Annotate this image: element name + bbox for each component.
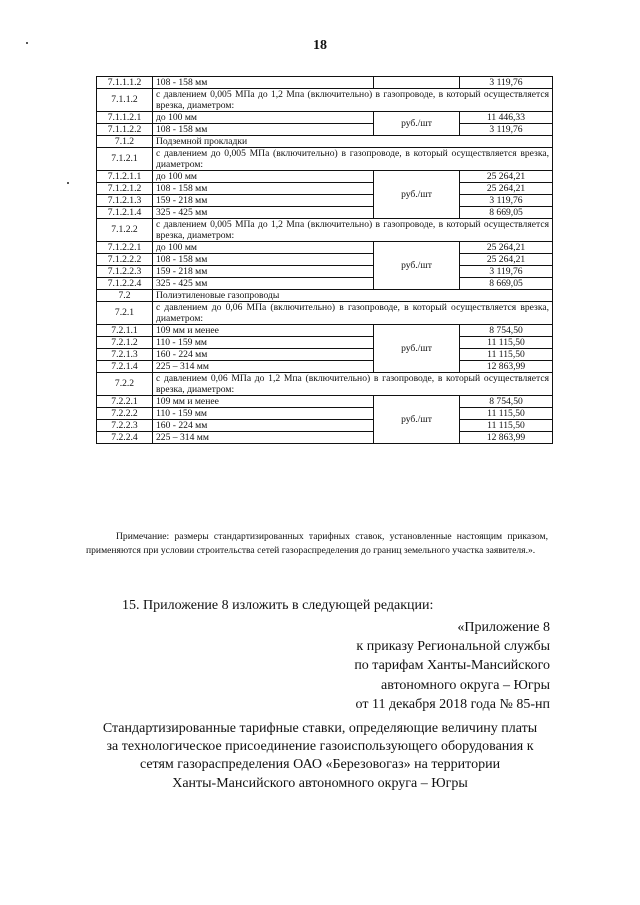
row-code: 7.2.1.1 xyxy=(97,325,153,337)
row-code: 7.2.2 xyxy=(97,373,153,396)
table-row xyxy=(97,112,553,124)
row-rate: 8 669,05 xyxy=(460,207,553,219)
row-code: 7.1.2.2.3 xyxy=(97,266,153,278)
row-code: 7.1.2.2.4 xyxy=(97,278,153,290)
row-section-text: Полиэтиленовые газопроводы xyxy=(153,290,553,302)
row-code: 7.1.2.1 xyxy=(97,148,153,171)
tariff-table-body xyxy=(97,77,553,444)
row-code: 7.2.1.3 xyxy=(97,349,153,361)
table-row xyxy=(97,266,553,278)
row-unit: руб./шт xyxy=(374,325,460,373)
table-row xyxy=(97,171,553,183)
row-rate: 3 119,76 xyxy=(460,77,553,89)
table-row xyxy=(97,195,553,207)
row-diameter: 108 - 158 мм xyxy=(153,77,374,89)
row-diameter: 110 - 159 мм xyxy=(153,337,374,349)
appendix-line: к приказу Региональной службы xyxy=(356,639,550,655)
row-code: 7.1.2.1.1 xyxy=(97,171,153,183)
scan-speck xyxy=(67,182,69,184)
tariff-table xyxy=(96,76,553,444)
table-row xyxy=(97,408,553,420)
row-diameter: 159 - 218 мм xyxy=(153,266,374,278)
title-line: сетям газораспределения ОАО «Березовогаз» на территории xyxy=(139,757,501,773)
title-line: Ханты-Мансийского автономного округа – Югры xyxy=(172,775,468,791)
row-diameter: 108 - 158 мм xyxy=(153,124,374,136)
row-code: 7.1.2 xyxy=(97,136,153,148)
row-diameter: 325 - 425 мм xyxy=(153,207,374,219)
table-row xyxy=(97,254,553,266)
row-rate: 8 754,50 xyxy=(460,325,553,337)
table-row xyxy=(97,325,553,337)
row-code: 7.1.2.1.4 xyxy=(97,207,153,219)
table-row xyxy=(97,183,553,195)
table-row xyxy=(97,207,553,219)
row-rate: 25 264,21 xyxy=(460,242,553,254)
table-row xyxy=(97,290,553,302)
row-diameter: 325 - 425 мм xyxy=(153,278,374,290)
row-header-text: с давлением 0,06 МПа до 1,2 Мпа (включительно) в газопроводе, в который осуществляется врезка, диаметром: xyxy=(153,373,553,396)
title-line: за технологическое присоединение газоиспользующего оборудования к xyxy=(106,739,534,755)
table-row xyxy=(97,242,553,254)
table-row xyxy=(97,148,553,171)
row-rate: 11 115,50 xyxy=(460,408,553,420)
row-diameter: 108 - 158 мм xyxy=(153,254,374,266)
row-code: 7.2 xyxy=(97,290,153,302)
row-unit xyxy=(374,77,460,89)
row-diameter: до 100 мм xyxy=(153,171,374,183)
row-code: 7.1.2.2.2 xyxy=(97,254,153,266)
row-code: 7.2.1 xyxy=(97,302,153,325)
appendix-line: автономного округа – Югры xyxy=(381,677,550,693)
row-code: 7.1.1.1.2 xyxy=(97,77,153,89)
page-number: 18 xyxy=(313,38,327,53)
row-code: 7.2.2.1 xyxy=(97,396,153,408)
row-diameter: 110 - 159 мм xyxy=(153,408,374,420)
row-rate: 11 115,50 xyxy=(460,337,553,349)
table-row xyxy=(97,89,553,112)
row-diameter: до 100 мм xyxy=(153,112,374,124)
row-header-text: с давлением до 0,005 МПа (включительно) в газопроводе, в который осуществляется врезка, диаметром: xyxy=(153,148,553,171)
row-rate: 12 863,99 xyxy=(460,432,553,444)
row-code: 7.2.2.3 xyxy=(97,420,153,432)
appendix-header xyxy=(300,618,550,714)
row-diameter: 225 – 314 мм xyxy=(153,361,374,373)
table-row xyxy=(97,432,553,444)
row-rate: 25 264,21 xyxy=(460,254,553,266)
scan-speck xyxy=(26,42,28,44)
row-rate: 12 863,99 xyxy=(460,361,553,373)
appendix-line: «Приложение 8 xyxy=(457,620,550,635)
table-row xyxy=(97,124,553,136)
row-rate: 3 119,76 xyxy=(460,124,553,136)
row-diameter: 225 – 314 мм xyxy=(153,432,374,444)
appendix-line: от 11 декабря 2018 года № 85-нп xyxy=(355,696,550,712)
row-diameter: 159 - 218 мм xyxy=(153,195,374,207)
row-code: 7.1.2.2 xyxy=(97,219,153,242)
row-diameter: 160 - 224 мм xyxy=(153,420,374,432)
row-rate: 11 115,50 xyxy=(460,349,553,361)
table-row xyxy=(97,77,553,89)
title-line: Стандартизированные тарифные ставки, определяющие величину платы xyxy=(102,721,538,736)
row-code: 7.1.1.2.1 xyxy=(97,112,153,124)
row-code: 7.1.2.1.3 xyxy=(97,195,153,207)
row-header-text: с давлением 0,005 МПа до 1,2 Мпа (включительно) в газопроводе, в который осуществляется врезка, диаметром: xyxy=(153,89,553,112)
row-unit: руб./шт xyxy=(374,112,460,136)
row-rate: 25 264,21 xyxy=(460,171,553,183)
table-note: Примечание: размеры стандартизированных тарифных ставок, установленные настоящим приказом, применяются при условии строительства сетей газораспределения до границ земельного участка заявителя.». xyxy=(86,531,548,557)
row-code: 7.2.1.4 xyxy=(97,361,153,373)
table-row xyxy=(97,302,553,325)
table-row xyxy=(97,349,553,361)
row-rate: 3 119,76 xyxy=(460,195,553,207)
table-row xyxy=(97,337,553,349)
row-diameter: 109 мм и менее xyxy=(153,396,374,408)
document-title xyxy=(70,720,570,793)
row-code: 7.1.2.2.1 xyxy=(97,242,153,254)
table-row xyxy=(97,136,553,148)
row-diameter: 109 мм и менее xyxy=(153,325,374,337)
table-row xyxy=(97,373,553,396)
row-unit: руб./шт xyxy=(374,171,460,219)
row-header-text: с давлением 0,005 МПа до 1,2 Мпа (включительно) в газопроводе, в который осуществляется врезка, диаметром: xyxy=(153,219,553,242)
row-rate: 25 264,21 xyxy=(460,183,553,195)
table-row xyxy=(97,396,553,408)
row-code: 7.2.2.4 xyxy=(97,432,153,444)
row-diameter: 160 - 224 мм xyxy=(153,349,374,361)
appendix-line: по тарифам Ханты-Мансийского xyxy=(354,658,550,674)
row-code: 7.1.2.1.2 xyxy=(97,183,153,195)
row-rate: 8 754,50 xyxy=(460,396,553,408)
row-code: 7.2.2.2 xyxy=(97,408,153,420)
row-rate: 3 119,76 xyxy=(460,266,553,278)
row-rate: 11 446,33 xyxy=(460,112,553,124)
row-code: 7.1.1.2.2 xyxy=(97,124,153,136)
table-row xyxy=(97,278,553,290)
table-row xyxy=(97,219,553,242)
row-rate: 8 669,05 xyxy=(460,278,553,290)
row-section-text: Подземной прокладки xyxy=(153,136,553,148)
table-row xyxy=(97,420,553,432)
row-code: 7.2.1.2 xyxy=(97,337,153,349)
row-unit: руб./шт xyxy=(374,242,460,290)
row-diameter: 108 - 158 мм xyxy=(153,183,374,195)
row-code: 7.1.1.2 xyxy=(97,89,153,112)
row-header-text: с давлением до 0,06 МПа (включительно) в газопроводе, в который осуществляется врезка, диаметром: xyxy=(153,302,553,325)
row-diameter: до 100 мм xyxy=(153,242,374,254)
item-15-text: 15. Приложение 8 изложить в следующей редакции: xyxy=(122,598,434,613)
row-unit: руб./шт xyxy=(374,396,460,444)
table-row xyxy=(97,361,553,373)
row-rate: 11 115,50 xyxy=(460,420,553,432)
